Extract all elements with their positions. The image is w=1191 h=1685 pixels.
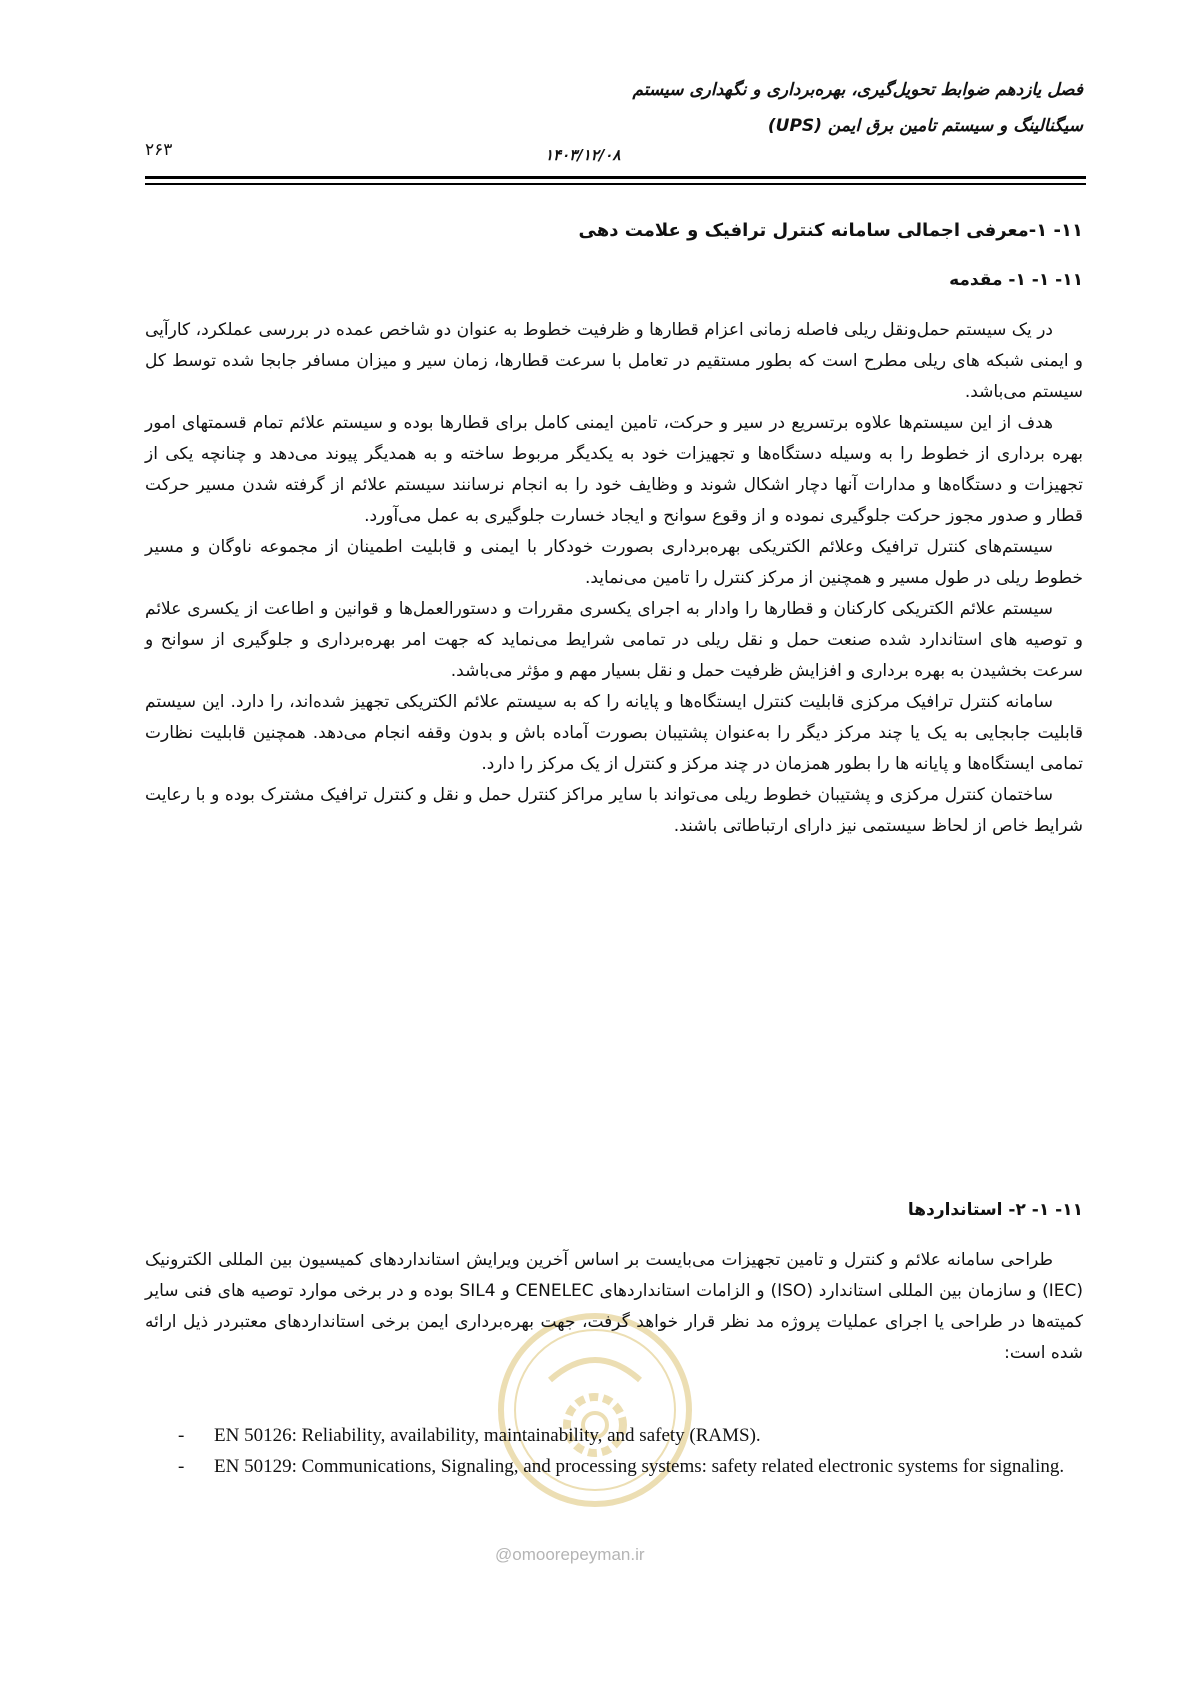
header-date: ۱۴۰۳/۱۲/۰۸: [545, 146, 621, 164]
paragraph: طراحی سامانه علائم و کنترل و تامین تجهیزات می‌بایست بر اساس آخرین ویرایش استانداردهای کمیسیون بین المللی الکترونیک (IEC) و سازمان بین المللی استاندارد (ISO) و الزامات استانداردهای CENELEC و SIL4 بوده و در برخی موارد توصیه های فنی سایر کمیته‌ها در طراحی یا اجرای عملیات پروژه مد نظر قرار خواهد گرفت، جهت بهره‌برداری ایمن برخی استانداردهای معتبردر ذیل ارائه شده است:: [145, 1250, 1083, 1363]
paragraph: سیستم‌های کنترل ترافیک وعلائم الکتریکی بهره‌برداری بصورت خودکار با ایمنی و قابلیت اطمینان از مجموعه ناوگان و مسیر خطوط ریلی در طول مسیر و همچنین از مرکز کنترل را تامین می‌نماید.: [145, 537, 1083, 588]
header-rule-thin: [145, 183, 1086, 185]
header-rule-thick: [145, 176, 1086, 179]
paragraph: ساختمان کنترل مرکزی و پشتیبان خطوط ریلی می‌تواند با سایر مراکز کنترل حمل و نقل و کنترل ترافیک مشترک بوده و با رعایت شرایط خاص از لحاظ سیستمی نیز دارای ارتباطاتی باشند.: [145, 785, 1083, 836]
subsection-heading-standards: ۱۱- ۱- ۲- استانداردها: [907, 1200, 1083, 1220]
paragraph: هدف از این سیستم‌ها علاوه برتسریع در سیر و حرکت، تامین ایمنی کامل برای قطارها بوده و سیستم علائم تمام قسمتهای امور بهره برداری از خطوط را به وسیله دستگاه‌ها و تجهیزات خود به یکدیگر مربوط ساخته و به همدیگر پیوند می‌دهد و چنانچه یکی از تجهیزات و دستگاه‌ها و مدارات آنها دچار اشکال شوند و وظایف خود را به انجام نرسانند سیستم علائم از گرفته شدن مسیر حرکت قطار و صدور مجوز حرکت جلوگیری نموده و از وقوع سوانح و ایجاد خسارت جلوگیری به عمل می‌آورد.: [145, 413, 1083, 526]
list-bullet: -: [178, 1425, 185, 1446]
paragraph: سامانه کنترل ترافیک مرکزی قابلیت کنترل ایستگاه‌ها و پایانه را که به سیستم علائم الکتریکی تجهیز شده‌اند، را دارد. این سیستم قابلیت جابجایی به یک یا چند مرکز دیگر را به‌عنوان پشتیبان بصورت آماده باش و بدون وقفه انجام می‌دهد. همچنین قابلیت نظارت تمامی ایستگاه‌ها و پایانه ها را بطور همزمان در چند مرکز و کنترل از یک مرکز را دارد.: [145, 692, 1083, 774]
section-title: ۱۱- ۱-معرفی اجمالی سامانه کنترل ترافیک و علامت دهی: [578, 220, 1083, 241]
intro-body: [145, 315, 1083, 842]
watermark-text: @omoorepeyman.ir: [495, 1545, 645, 1564]
list-item: [178, 1451, 1083, 1482]
standards-body: [145, 1245, 1083, 1369]
standards-list: [178, 1420, 1083, 1482]
list-item-text: EN 50129: Communications, Signaling, and processing systems: safety related electronic systems for signaling.: [214, 1456, 1065, 1477]
header-subtitle: سیگنالینگ و سیستم تامین برق ایمن (UPS): [767, 116, 1083, 136]
list-item-text: EN 50126: Reliability, availability, maintainability, and safety (RAMS).: [214, 1425, 761, 1446]
paragraph: در یک سیستم حمل‌ونقل ریلی فاصله زمانی اعزام قطارها و ظرفیت خطوط به عنوان دو شاخص عمده در بررسی عملکرد، کارآیی و ایمنی شبکه های ریلی مطرح است که بطور مستقیم در تعامل با سرعت قطارها، زمان سیر و میزان مسافر جابجا شده توسط کل سیستم می‌باشد.: [145, 320, 1083, 402]
header-chapter-title: فصل یازدهم ضوابط تحویل‌گیری، بهره‌برداری و نگهداری سیستم: [632, 80, 1083, 100]
list-bullet: -: [178, 1456, 185, 1477]
subsection-heading-intro: ۱۱- ۱- ۱- مقدمه: [949, 270, 1083, 290]
list-item: [178, 1420, 1083, 1451]
page-number: ۲۶۳: [145, 140, 173, 160]
paragraph: سیستم علائم الکتریکی کارکنان و قطارها را وادار به اجرای یکسری مقررات و دستورالعمل‌ها و قوانین و اطاعت از یکسری علائم و توصیه های استاندارد شده صنعت حمل و نقل ریلی در تمامی شرایط می‌نماید که جهت امر بهره‌برداری و جلوگیری از سوانح و سرعت بخشیدن به بهره برداری و افزایش ظرفیت حمل و نقل بسیار مهم و مؤثر می‌باشد.: [145, 599, 1083, 681]
